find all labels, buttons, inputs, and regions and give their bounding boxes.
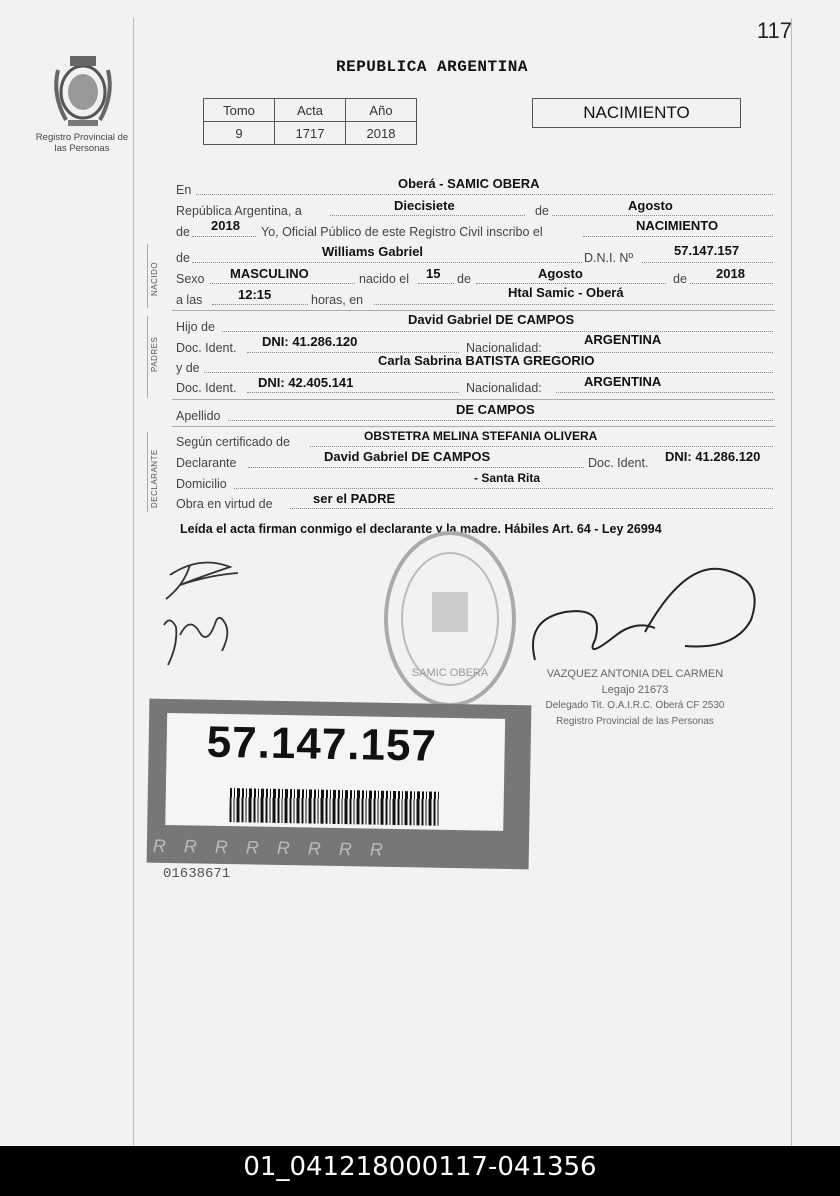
label-hijo-de: Hijo de	[176, 320, 215, 334]
label-declarante: Declarante	[176, 456, 237, 470]
dotted-line	[583, 236, 773, 237]
value-tipo: NACIMIENTO	[636, 218, 719, 233]
label-dni: D.N.I. Nº	[584, 251, 634, 265]
value-anio: 2018	[346, 122, 417, 145]
header-tomo: Tomo	[204, 99, 275, 122]
value-dia-texto: Diecisiete	[394, 198, 455, 213]
record-table	[203, 98, 417, 145]
section-separator	[172, 310, 775, 311]
value-mes-nac: Agosto	[538, 266, 583, 281]
dotted-line	[212, 304, 308, 305]
header-anio: Año	[346, 99, 417, 122]
barcode-number: 57.147.157	[206, 717, 438, 771]
value-declarante-dni: DNI: 41.286.120	[665, 449, 761, 464]
dotted-line	[290, 508, 773, 509]
label-nacionalidad1: Nacionalidad:	[466, 341, 542, 355]
value-sexo: MASCULINO	[230, 266, 309, 281]
value-lugar: Oberá - SAMIC OBERA	[398, 176, 540, 191]
side-label-declarante: DECLARANTE	[150, 449, 159, 508]
value-anio-nac: 2018	[716, 266, 745, 281]
label-nacido-el: nacido el	[359, 272, 410, 286]
r-pattern: RRRRRRRR	[152, 835, 402, 861]
section-divider	[147, 244, 148, 308]
right-margin-line	[791, 18, 792, 1146]
value-acta: 1717	[275, 122, 346, 145]
signer-name: VAZQUEZ ANTONIA DEL CARMEN	[546, 668, 724, 680]
value-hora: 12:15	[238, 287, 272, 302]
value-anio: 2018	[211, 218, 240, 233]
dotted-line	[196, 194, 773, 195]
document-title: REPUBLICA ARGENTINA	[336, 58, 528, 76]
signer-legajo: Legajo 21673	[601, 684, 669, 696]
value-tomo: 9	[204, 122, 275, 145]
value-madre-dni: DNI: 42.405.141	[258, 375, 354, 390]
label-domicilio: Domicilio	[176, 477, 227, 491]
section-separator	[172, 426, 775, 427]
label-de-mes: de	[535, 204, 549, 218]
side-label-nacido: NACIDO	[150, 261, 159, 296]
value-certificado: OBSTETRA MELINA STEFANIA OLIVERA	[364, 429, 598, 443]
signer-delegado: Delegado Tit. O.A.I.R.C. Oberá CF 2530	[545, 700, 725, 711]
official-signature	[525, 550, 765, 680]
label-de2: de	[457, 272, 471, 286]
value-mes-texto: Agosto	[628, 198, 673, 213]
section-separator	[172, 399, 775, 400]
label-nacionalidad2: Nacionalidad:	[466, 381, 542, 395]
dotted-line	[247, 392, 459, 393]
value-padre-dni: DNI: 41.286.120	[262, 334, 358, 349]
label-doc-ident1: Doc. Ident.	[176, 341, 237, 355]
dotted-line	[556, 392, 773, 393]
value-dni: 57.147.157	[674, 243, 740, 258]
value-dia-nac: 15	[426, 266, 441, 281]
dotted-line	[476, 283, 666, 284]
label-y-de: y de	[176, 361, 200, 375]
label-segun: Según certificado de	[176, 435, 290, 449]
header-acta: Acta	[275, 99, 346, 122]
record-type-box: NACIMIENTO	[532, 98, 741, 128]
value-padre-nac: ARGENTINA	[584, 332, 662, 347]
barcode-inner	[165, 713, 505, 831]
dotted-line	[690, 283, 773, 284]
label-obra: Obra en virtud de	[176, 497, 273, 511]
section-divider	[147, 432, 148, 512]
value-madre: Carla Sabrina BATISTA GREGORIO	[378, 353, 595, 368]
dotted-line	[228, 420, 773, 421]
footer-filename: 01_041218000117-041356	[0, 1146, 840, 1196]
label-de3: de	[673, 272, 687, 286]
official-seal	[380, 526, 520, 712]
dotted-line	[330, 215, 525, 216]
barcode-bars	[229, 788, 440, 826]
value-nombre: Williams Gabriel	[322, 244, 424, 259]
value-padre: David Gabriel DE CAMPOS	[408, 312, 575, 327]
seal-text: SAMIC OBERA	[411, 667, 489, 679]
value-lugar-nac: Htal Samic - Oberá	[508, 285, 624, 300]
dotted-line	[222, 331, 773, 332]
page-number: 117	[756, 18, 792, 43]
value-apellido: DE CAMPOS	[456, 402, 535, 417]
dotted-line	[374, 304, 773, 305]
label-apellido: Apellido	[176, 409, 221, 423]
registry-caption: Registro Provincial de las Personas	[35, 132, 129, 154]
label-sexo: Sexo	[176, 272, 205, 286]
label-a-las: a las	[176, 293, 203, 307]
label-doc-ident3: Doc. Ident.	[588, 456, 649, 470]
label-en: En	[176, 183, 192, 197]
dotted-line	[248, 467, 584, 468]
value-declarante: David Gabriel DE CAMPOS	[324, 449, 491, 464]
dotted-line	[204, 372, 773, 373]
dotted-line	[310, 446, 773, 447]
dotted-line	[210, 283, 355, 284]
left-margin-line	[133, 18, 134, 1146]
label-republica: República Argentina, a	[176, 204, 302, 218]
dotted-line	[642, 262, 773, 263]
section-divider	[147, 316, 148, 398]
label-de-anio: de	[176, 225, 190, 239]
province-emblem	[48, 50, 118, 130]
signer-registro: Registro Provincial de las Personas	[556, 716, 714, 727]
dotted-line	[192, 236, 256, 237]
dotted-line	[552, 215, 773, 216]
dotted-line	[418, 283, 454, 284]
barcode-label	[147, 699, 532, 870]
declarant-signature	[160, 555, 250, 675]
serial-number: 01638671	[163, 866, 231, 882]
label-horas-en: horas, en	[311, 293, 364, 307]
signature-block	[530, 666, 740, 730]
label-doc-ident2: Doc. Ident.	[176, 381, 237, 395]
dotted-line	[234, 488, 773, 489]
closing-text: Leída el acta firman conmigo el declarante y la madre. Hábiles Art. 64 - Ley 26994	[180, 522, 662, 536]
value-domicilio: - Santa Rita	[474, 471, 541, 485]
side-label-padres: PADRES	[150, 336, 159, 372]
label-de-nombre: de	[176, 251, 190, 265]
value-obra: ser el PADRE	[313, 491, 396, 506]
label-oficial: Yo, Oficial Público de este Registro Civil inscribo el	[261, 225, 543, 239]
dotted-line	[192, 262, 582, 263]
value-madre-nac: ARGENTINA	[584, 374, 662, 389]
